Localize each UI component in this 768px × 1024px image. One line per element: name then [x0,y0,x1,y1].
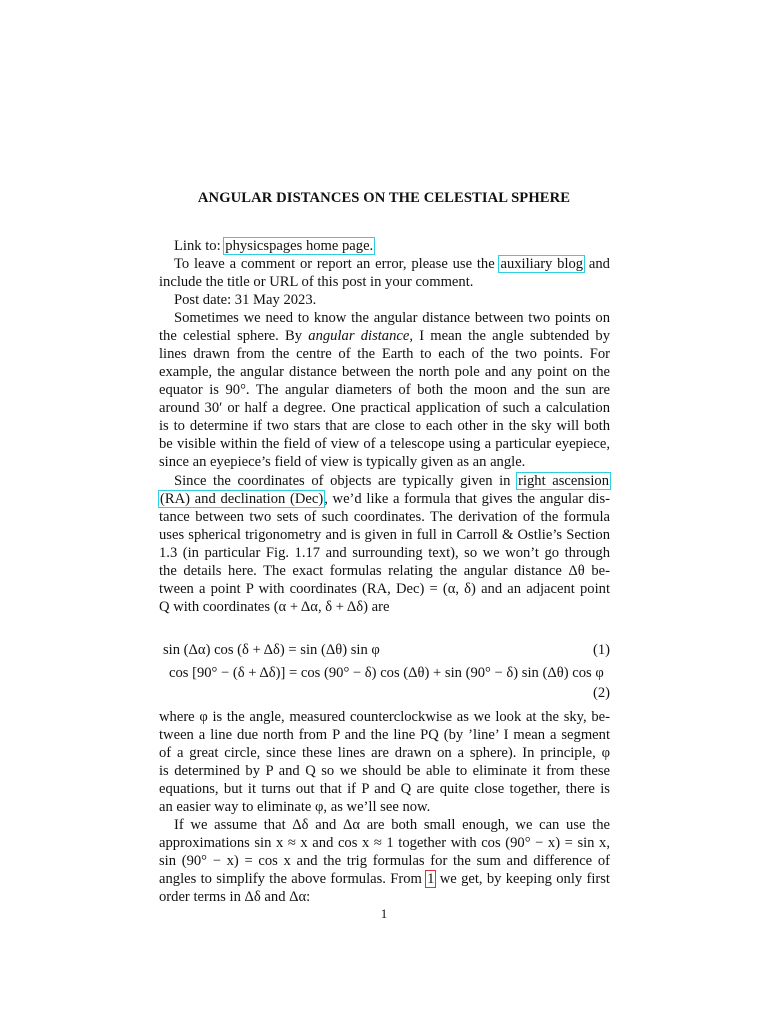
p1-line-2 [159,327,610,345]
p1-line-8: be visible within the field of view of a telescope using a particular eyepiece, [159,436,610,452]
p1-line-5: equator is 90°. The angular diameters of both the moon and the sun are [159,382,610,398]
comment-prefix: To leave a comment or report an error, please use the [174,256,500,272]
comment-line-2: include the title or URL of this post in your comment. [159,274,474,290]
equation-1 [159,641,610,659]
p3-line-6: an easier way to eliminate φ, as we’ll see now. [159,799,431,815]
p1-text: , I mean the angle subtended by [409,328,610,344]
p4-line-1: If we assume that Δδ and Δα are both small enough, we can use the [174,817,610,833]
equation-2 [159,664,610,682]
equation-1-body: sin (Δα) cos (δ + Δδ) = sin (Δθ) sin φ [163,642,380,658]
p1-line-9: since an eyepiece’s field of view is typically given as an angle. [159,454,526,470]
right-ascension-link[interactable]: right ascension [518,473,609,489]
p1-text: the celestial sphere. By [159,328,309,344]
declination-link[interactable]: (RA) and declination (Dec) [160,491,324,507]
equation-2-number: (2) [592,685,610,701]
auxiliary-blog-link[interactable]: auxiliary blog [500,256,584,272]
p4-line-5: order terms in Δδ and Δα: [159,889,311,905]
p4-line-4 [159,870,610,888]
equation-ref-link[interactable]: 1 [427,871,435,887]
comment-suffix: and [584,256,610,272]
p2-line-4: uses spherical trigonometry and is given in full in Carroll & Ostlie’s Section [159,527,610,543]
p4-line-2: approximations sin x ≈ x and cos x ≈ 1 together with cos (90° − x) = sin x, [159,835,610,851]
home-page-link[interactable]: physicspages home page. [225,238,374,254]
p2-line-7: tween a point P with coordinates (RA, Dec) = (α, δ) and an adjacent point [159,581,610,597]
paper-title: ANGULAR DISTANCES ON THE CELESTIAL SPHERE [197,190,571,206]
link-prefix: Link to: [174,238,225,254]
p2-line-2 [159,490,610,508]
p3-line-1: where φ is the angle, measured counterclockwise as we look at the sky, be- [159,709,610,725]
p1-emphasis: angular distance [308,328,410,344]
p3-line-2: tween a line due north from P and the line PQ (by ’line’ I mean a segment [159,727,610,743]
p2-text: , we’d like a formula that gives the angular dis- [324,491,610,507]
p1-line-1: Sometimes we need to know the angular distance between two points on [174,310,610,326]
p2-line-6: the details here. The exact formulas relating the angular distance Δθ be- [159,563,610,579]
p3-line-5: equations, but it turns out that if P and Q are quite close together, there is [159,781,610,797]
equation-1-number: (1) [592,642,610,658]
link-line [159,237,610,255]
p3-line-4: is determined by P and Q so we should be able to eliminate it from these [159,763,610,779]
p2-text: Since the coordinates of objects are typically given in [174,473,518,489]
p2-line-8: Q with coordinates (α + Δα, δ + Δδ) are [159,599,390,615]
p1-line-4: example, the angular distance between the north pole and any point on the [159,364,610,380]
p1-line-7: is to determine if two stars that are close to each other in the sky will both [159,418,610,434]
p3-line-3: of a great circle, since these lines are drawn on a sphere). In principle, φ [159,745,610,761]
p2-line-5: 1.3 (in particular Fig. 1.17 and surrounding text), so we won’t go through [159,545,610,561]
p1-line-3: lines drawn from the centre of the Earth to each of the two points. For [159,346,610,362]
comment-line-1 [159,255,610,273]
p1-line-6: around 30′ or half a degree. One practical application of such a calculation [159,400,610,416]
page-number: 1 [380,906,388,921]
p2-line-3: tance between two sets of such coordinates. The derivation of the formula [159,509,610,525]
p2-line-1 [159,472,610,490]
equation-2-body: cos [90° − (δ + Δδ)] = cos (90° − δ) cos (Δθ) + sin (90° − δ) sin (Δθ) cos φ [169,665,604,681]
post-date: Post date: 31 May 2023. [174,292,317,308]
p4-line-3: sin (90° − x) = cos x and the trig formulas for the sum and difference of [159,853,610,869]
p4-text: we get, by keeping only first [435,871,610,887]
p4-text: angles to simplify the above formulas. From [159,871,427,887]
